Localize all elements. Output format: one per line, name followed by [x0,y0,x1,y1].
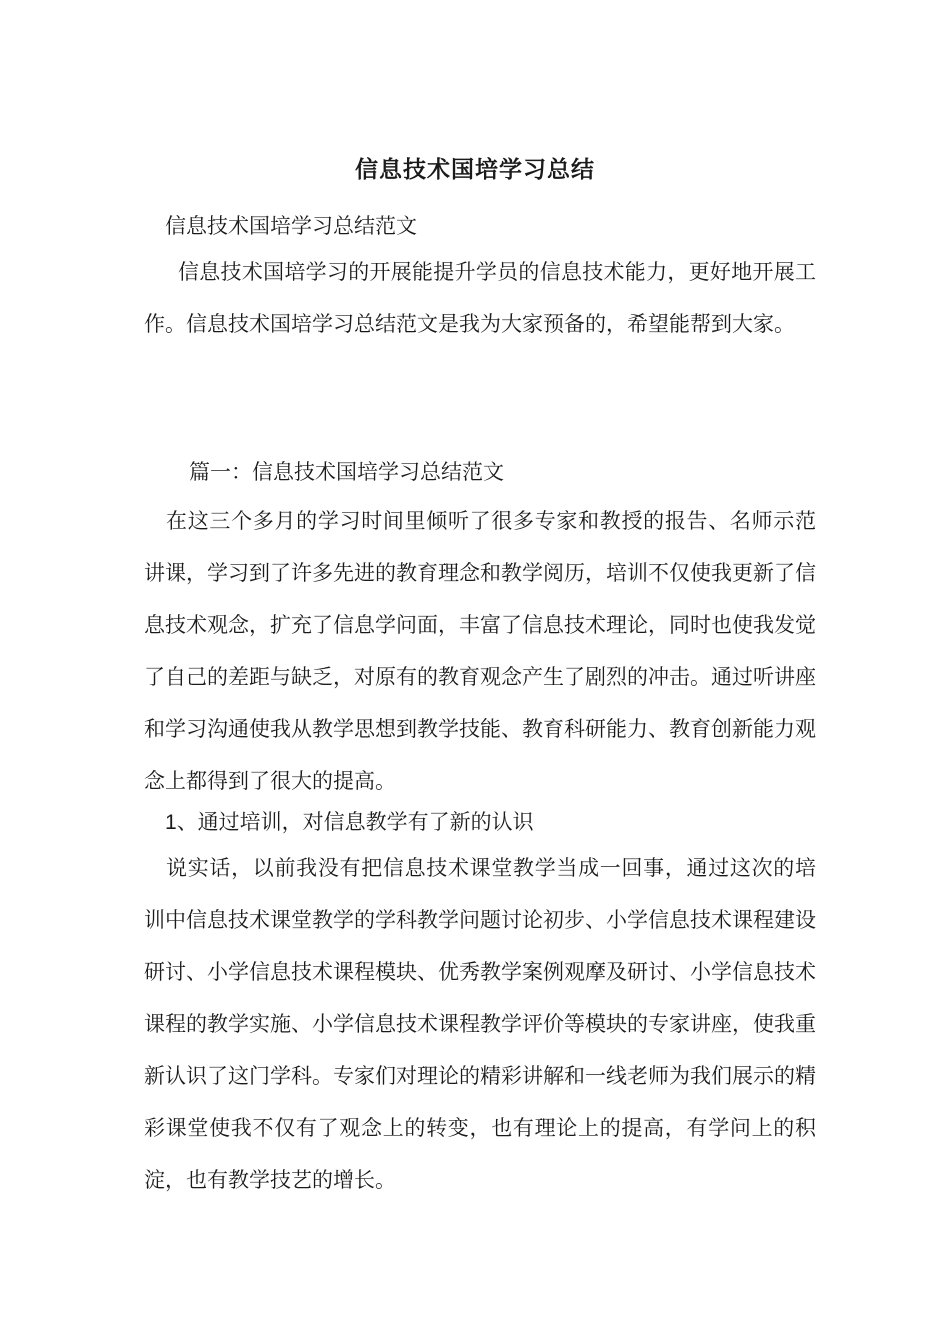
intro-paragraph: 信息技术国培学习的开展能提升学员的信息技术能力，更好地开展工作。信息技术国培学习总结范文是我为大家预备的，希望能帮到大家。 [144,260,816,336]
subheading-number: 1 [165,811,177,834]
subheading-1 [165,806,534,839]
document-subtitle: 信息技术国培学习总结范文 [165,214,417,238]
subheading-text: 、通过培训，对信息教学有了新的认识 [176,810,534,834]
body-paragraph-1: 在这三个多月的学习时间里倾听了很多专家和教授的报告、名师示范讲课，学习到了许多先进的教育理念和教学阅历，培训不仅使我更新了信息技术观念，扩充了信息学问面，丰富了信息技术理论，同时也使我发觉了自己的差距与缺乏，对原有的教育观念产生了剧烈的冲击。通过听讲座和学习沟通使我从教学思想到教学技能、教育科研能力、教育创新能力观念上都得到了很大的提高。 [144,509,816,793]
document-title: 信息技术国培学习总结 [355,156,595,183]
section-title: 篇一：信息技术国培学习总结范文 [189,460,504,484]
body-paragraph-2: 说实话，以前我没有把信息技术课堂教学当成一回事，通过这次的培训中信息技术课堂教学的学科教学问题讨论初步、小学信息技术课程建设研讨、小学信息技术课程模块、优秀教学案例观摩及研讨、小学信息技术课程的教学实施、小学信息技术课程教学评价等模块的专家讲座，使我重新认识了这门学科。专家们对理论的精彩讲解和一线老师为我们展示的精彩课堂使我不仅有了观念上的转变，也有理论上的提高，有学问上的积淀，也有教学技艺的增长。 [144,856,816,1192]
